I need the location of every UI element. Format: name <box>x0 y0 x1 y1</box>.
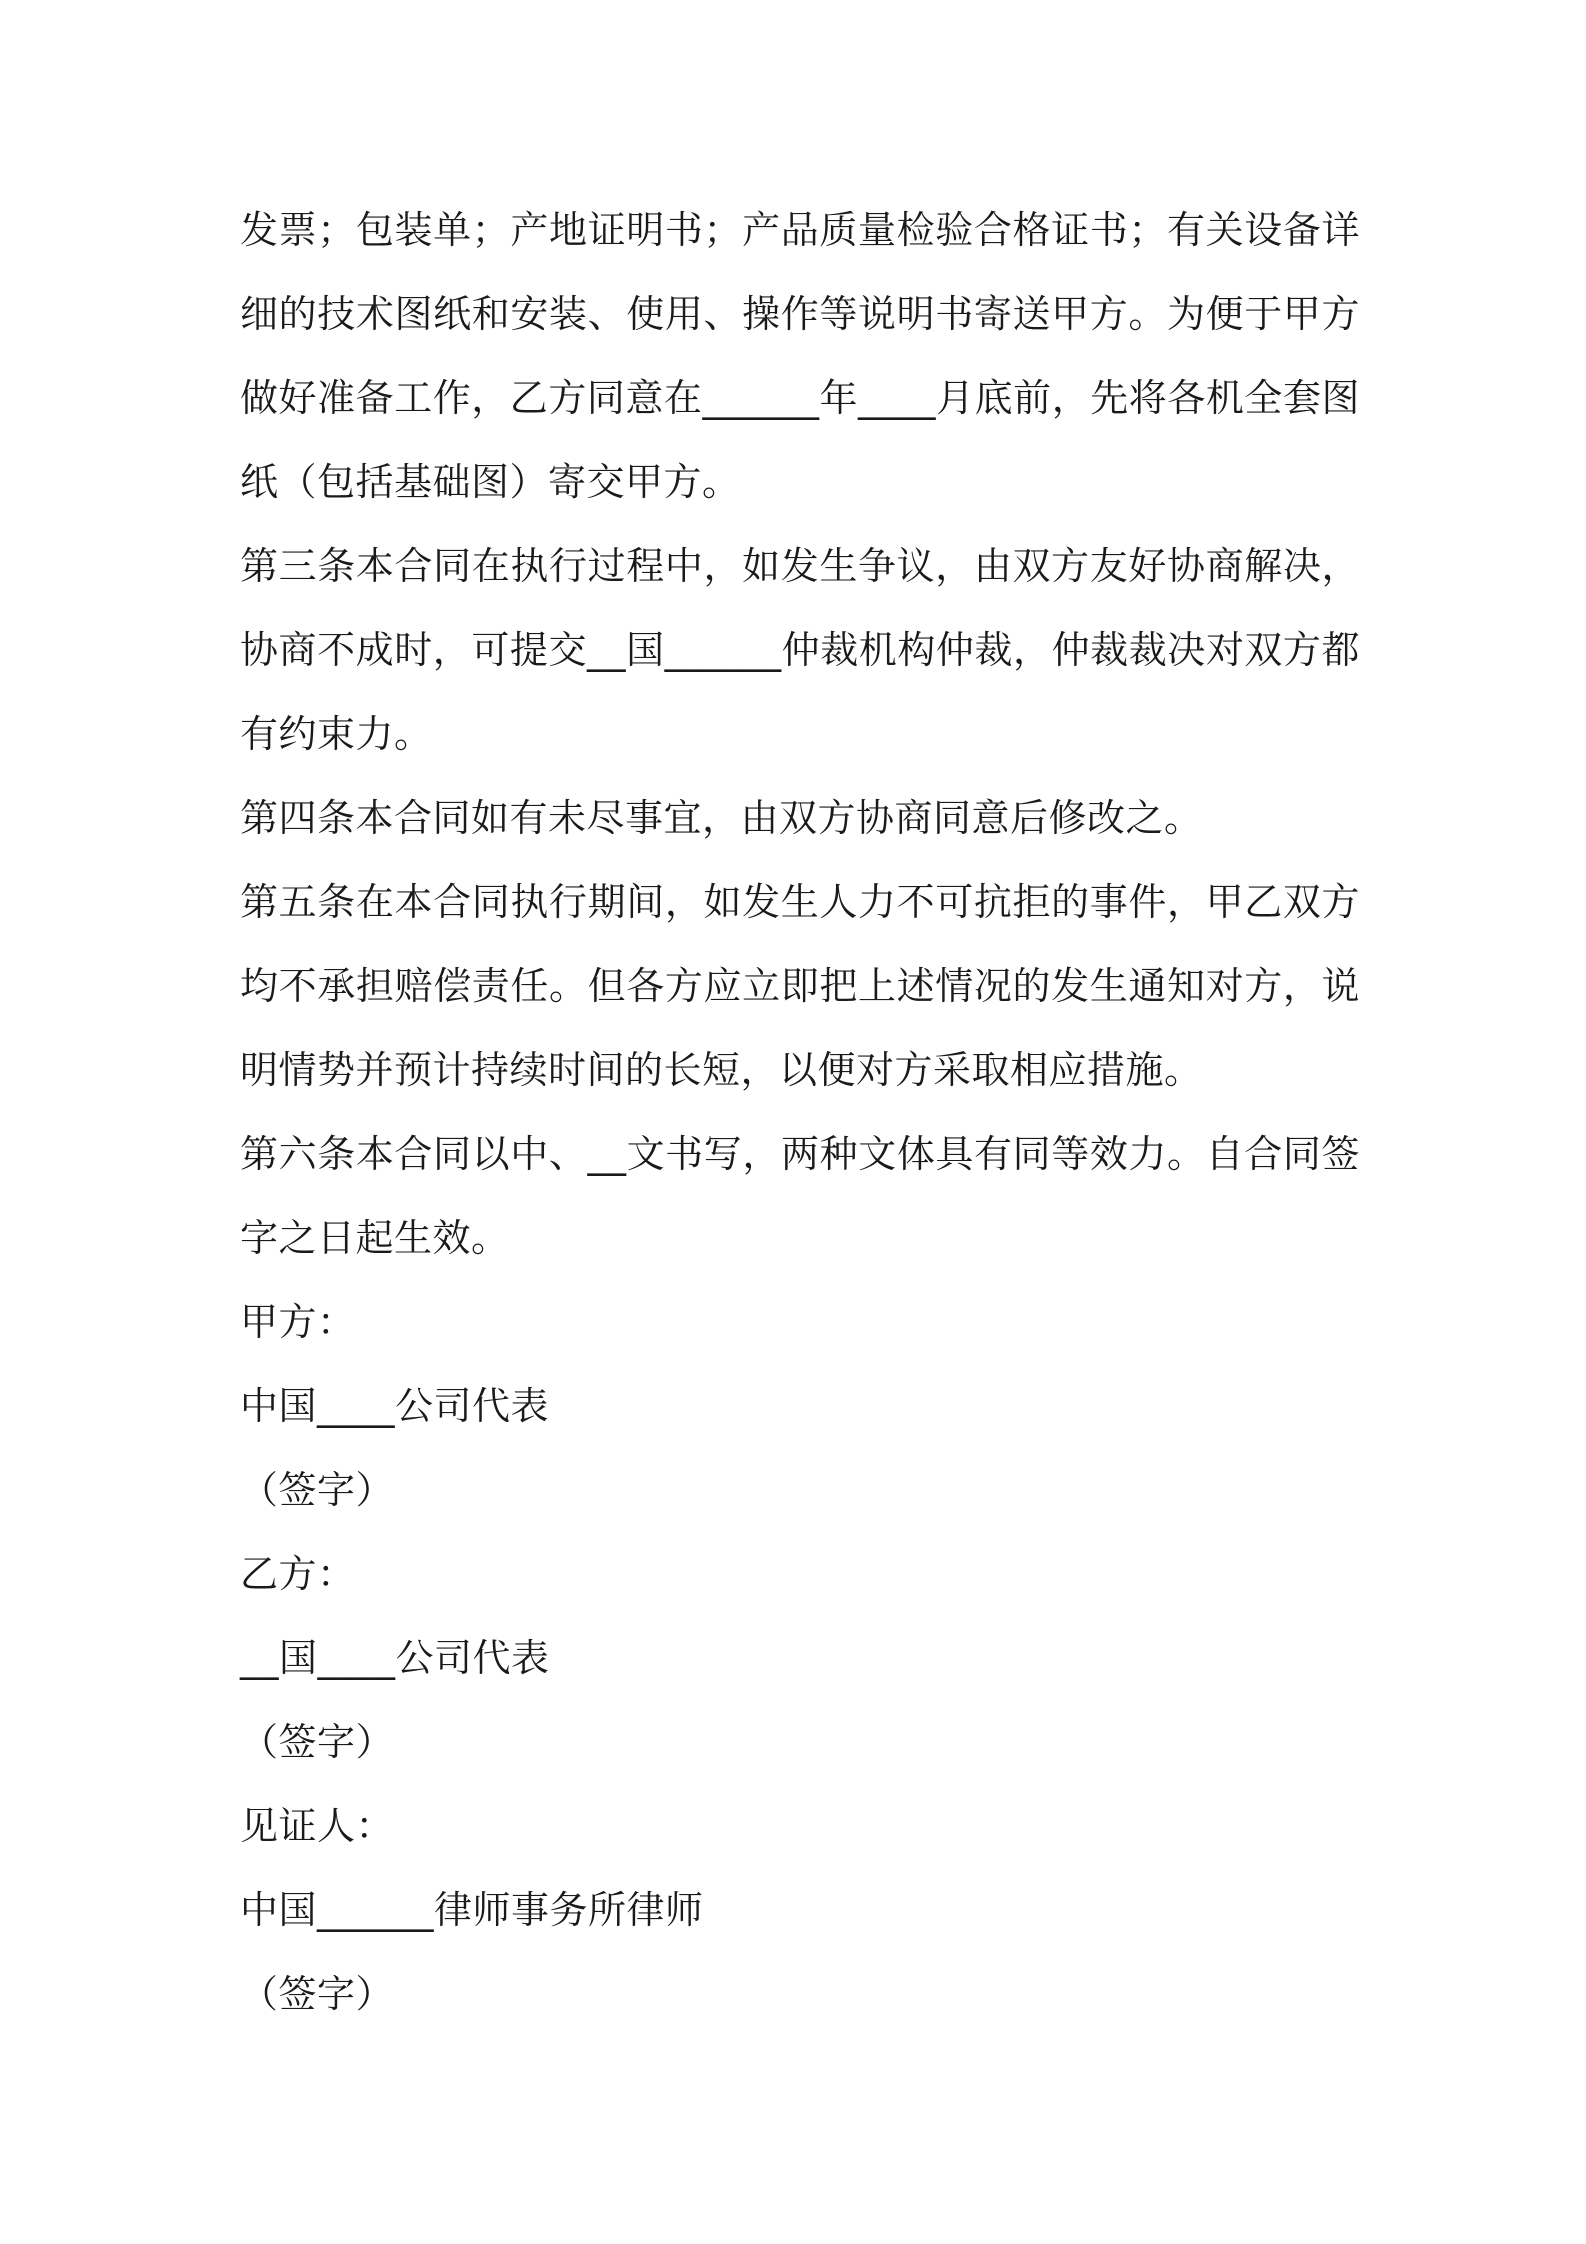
party-a-label: 甲方： <box>240 1300 356 1344</box>
party-a-representative: 中国____公司代表 <box>240 1384 550 1428</box>
paragraph-shipping-documents: 发票；包装单；产地证明书；产品质量检验合格证书；有关设备详细的技术图纸和安装、使用、操作等说明书寄送甲方。为便于甲方做好准备工作，乙方同意在______年____月底前，先将各机全套图纸（包括基础图）寄交甲方。 <box>240 208 1360 504</box>
paragraph-article-3: 第三条本合同在执行过程中，如发生争议，由双方友好协商解决，协商不成时，可提交__国______仲裁机构仲裁，仲裁裁决对双方都有约束力。 <box>240 544 1360 756</box>
paragraph-article-6: 第六条本合同以中、__文书写，两种文体具有同等效力。自合同签字之日起生效。 <box>240 1132 1360 1260</box>
witness-representative: 中国______律师事务所律师 <box>240 1888 704 1932</box>
paragraph-article-4: 第四条本合同如有未尽事宜，由双方协商同意后修改之。 <box>240 796 1203 840</box>
party-b-representative: __国____公司代表 <box>240 1636 550 1680</box>
witness-label: 见证人： <box>240 1804 395 1848</box>
party-b-signature: （签字） <box>240 1720 395 1764</box>
party-a-signature: （签字） <box>240 1468 395 1512</box>
party-b-label: 乙方： <box>240 1552 356 1596</box>
witness-signature: （签字） <box>240 1972 395 2016</box>
paragraph-article-5: 第五条在本合同执行期间，如发生人力不可抗拒的事件，甲乙双方均不承担赔偿责任。但各方应立即把上述情况的发生通知对方，说明情势并预计持续时间的长短，以便对方采取相应措施。 <box>240 880 1360 1092</box>
document-body <box>240 188 1360 2036</box>
